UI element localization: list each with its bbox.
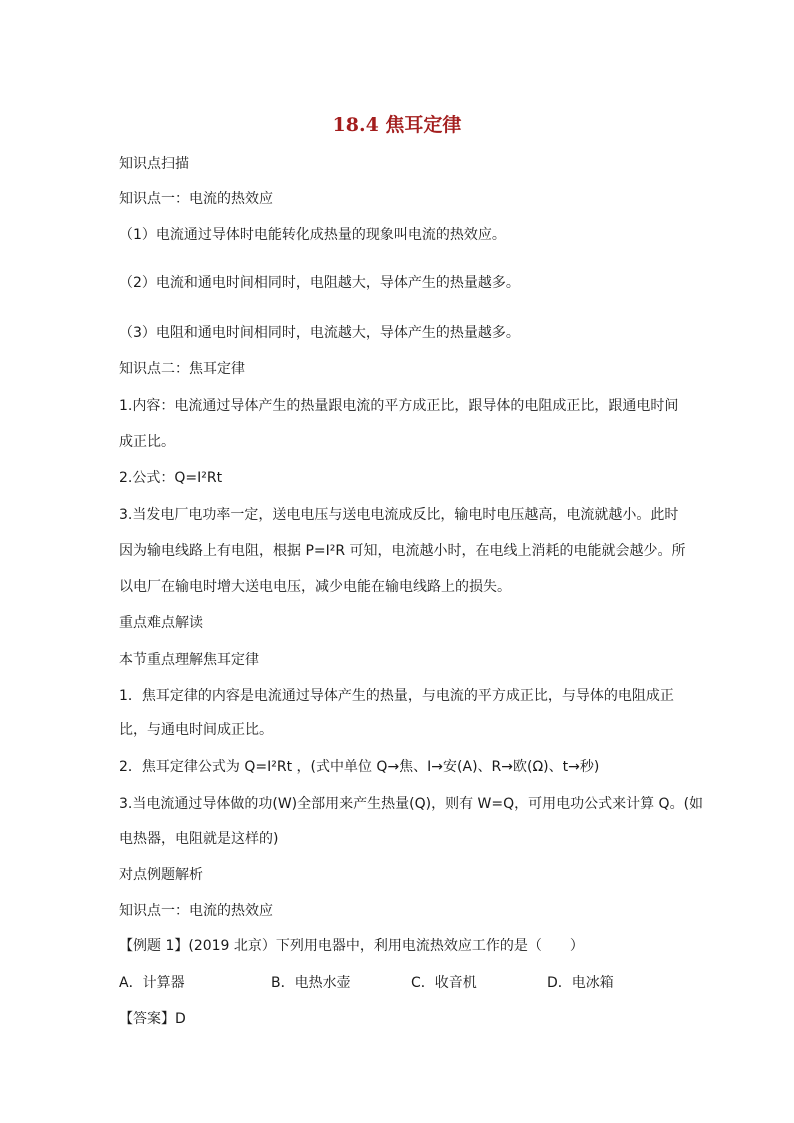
choice-d: D．电冰箱: [547, 975, 614, 991]
point-two-item-3-line-2: 因为输电线路上有电阻，根据 P=I²R 可知，电流越小时，在电线上消耗的电能就会越少。所: [119, 543, 686, 559]
heading-knowledge-scan: 知识点扫描: [119, 156, 189, 172]
key-point-3-line-1: 3.当电流通过导体做的功(W)全部用来产生热量(Q)，则有 W=Q，可用电功公式来计算 Q。(如: [119, 796, 704, 812]
heading-point-one: 知识点一：电流的热效应: [119, 191, 273, 207]
point-two-item-3-line-3: 以电厂在输电时增大送电电压，减少电能在输电线路上的损失。: [119, 579, 511, 595]
point-two-content-line-2: 成正比。: [119, 434, 175, 450]
choice-a: A．计算器: [119, 975, 185, 991]
point-two-content-line-1: 1.内容：电流通过导体产生的热量跟电流的平方成正比，跟导体的电阻成正比，跟通电时间: [119, 398, 679, 414]
point-one-item-3: （3）电阻和通电时间相同时，电流越大，导体产生的热量越多。: [119, 325, 520, 341]
key-point-1-line-1: 1．焦耳定律的内容是电流通过导体产生的热量，与电流的平方成正比，与导体的电阻成正: [119, 688, 674, 704]
point-two-formula: 2.公式：Q=I²Rt: [119, 470, 223, 486]
key-point-2: 2．焦耳定律公式为 Q=I²Rt ，(式中单位 Q→焦、I→安(A)、R→欧(Ω)、t→秒): [119, 759, 600, 775]
heading-example-point-one: 知识点一：电流的热效应: [119, 903, 273, 919]
example-1-choices: [119, 972, 689, 992]
key-point-1-line-2: 比，与通电时间成正比。: [119, 722, 273, 738]
choice-b: B．电热水壶: [271, 975, 351, 991]
point-two-item-3-line-1: 3.当发电厂电功率一定，送电电压与送电电流成反比，输电时电压越高，电流就越小。此时: [119, 507, 679, 523]
point-one-item-2: （2）电流和通电时间相同时，电阻越大，导体产生的热量越多。: [119, 275, 520, 291]
heading-point-two: 知识点二：焦耳定律: [119, 361, 245, 377]
document-title: 18.4 焦耳定律: [332, 114, 462, 136]
choice-c: C．收音机: [411, 975, 477, 991]
heading-examples: 对点例题解析: [119, 867, 203, 883]
key-point-3-line-2: 电热器，电阻就是这样的): [119, 831, 279, 847]
example-1-question: 【例题 1】(2019 北京）下列用电器中，利用电流热效应工作的是（ ）: [119, 938, 584, 954]
key-points-intro: 本节重点理解焦耳定律: [119, 652, 259, 668]
point-one-item-1: （1）电流通过导体时电能转化成热量的现象叫电流的热效应。: [119, 227, 506, 243]
example-1-answer: 【答案】D: [119, 1011, 186, 1027]
heading-key-points: 重点难点解读: [119, 615, 203, 631]
